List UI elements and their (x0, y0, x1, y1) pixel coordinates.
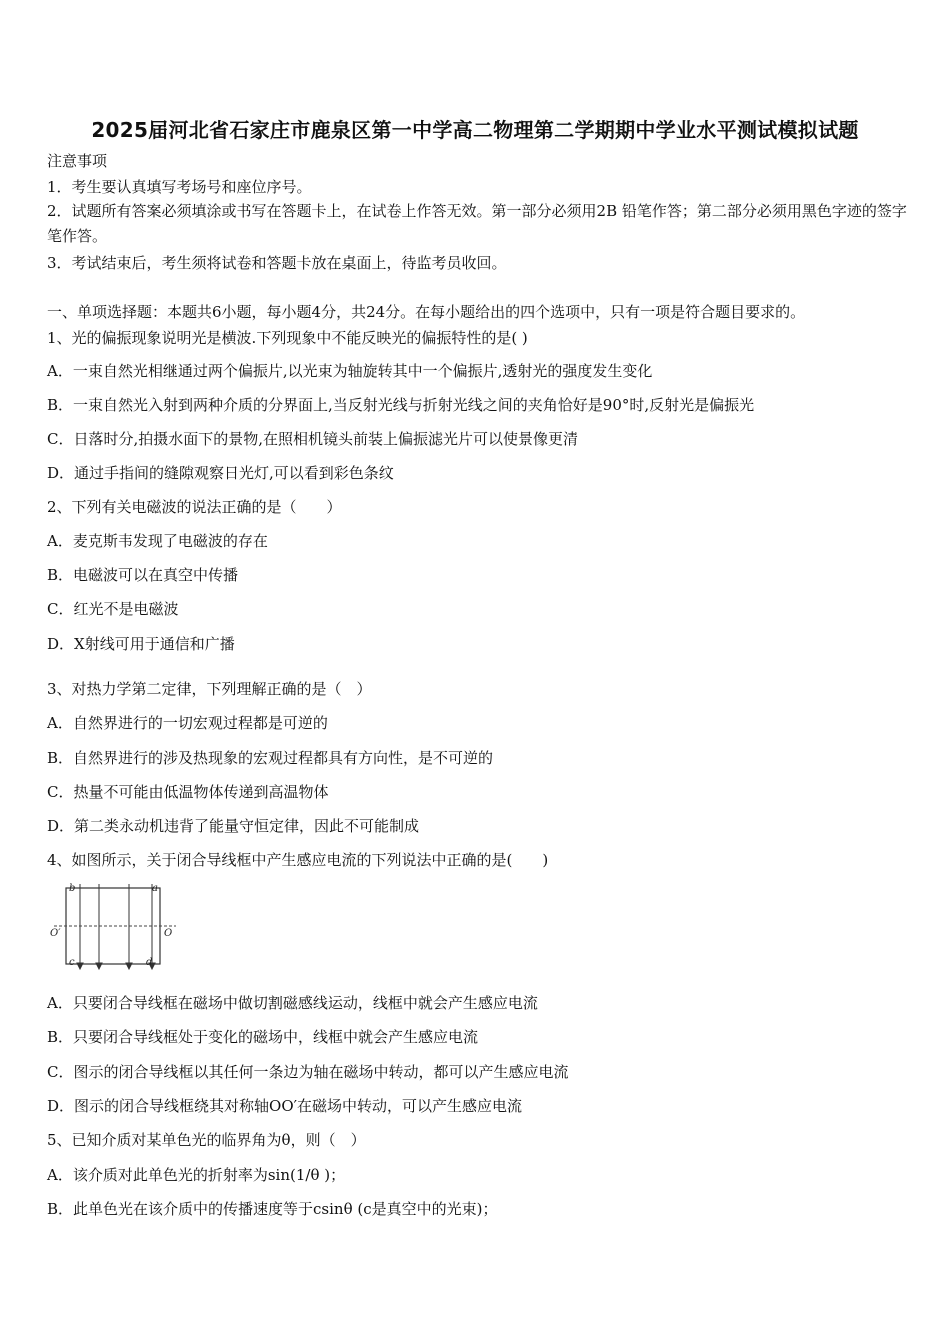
question-option: A．只要闭合导线框在磁场中做切割磁感线运动，线框中就会产生感应电流 (47, 994, 538, 1012)
label-d: d (146, 957, 153, 968)
question-option: B．一束自然光入射到两种介质的分界面上,当反射光线与折射光线之间的夹角恰好是90°时,反射光是偏振光 (47, 396, 755, 414)
question-stem: 2、下列有关电磁波的说法正确的是（ ） (47, 498, 342, 516)
question-stem: 4、如图所示，关于闭合导线框中产生感应电流的下列说法中正确的是( ) (47, 851, 549, 869)
question-option: A．自然界进行的一切宏观过程都是可逆的 (47, 714, 328, 732)
label-o-prime: O′ (50, 928, 61, 939)
question-option: A．麦克斯韦发现了电磁波的存在 (47, 532, 268, 550)
notice-heading: 注意事项 (47, 152, 108, 170)
field-arrow (126, 963, 132, 969)
question-stem: 3、对热力学第二定律，下列理解正确的是（ ） (47, 680, 372, 698)
label-o: O (164, 928, 173, 939)
notice-item: 1．考生要认真填写考场号和座位序号。 (47, 178, 312, 196)
question-option: A．一束自然光相继通过两个偏振片,以光束为轴旋转其中一个偏振片,透射光的强度发生变化 (47, 362, 653, 380)
question-stem: 5、已知介质对某单色光的临界角为θ，则（ ） (47, 1131, 366, 1149)
question-option: B．电磁波可以在真空中传播 (47, 566, 239, 584)
page-title: 2025届河北省石家庄市鹿泉区第一中学高二物理第二学期期中学业水平测试模拟试题 (91, 118, 859, 142)
question-stem: 1、光的偏振现象说明光是横波.下列现象中不能反映光的偏振特性的是( ) (47, 329, 528, 347)
question-option: C．红光不是电磁波 (47, 600, 179, 618)
label-c: c (69, 957, 75, 968)
question-option: C．图示的闭合导线框以其任何一条边为轴在磁场中转动，都可以产生感应电流 (47, 1063, 569, 1081)
notice-item: 3．考试结束后，考生须将试卷和答题卡放在桌面上，待监考员收回。 (47, 254, 507, 272)
question-option: D．第二类永动机违背了能量守恒定律，因此不可能制成 (47, 817, 420, 835)
question-option: B．此单色光在该介质中的传播速度等于csinθ (c是真空中的光束)； (47, 1200, 498, 1218)
question-option: D．图示的闭合导线框绕其对称轴OO′在磁场中转动，可以产生感应电流 (47, 1097, 523, 1115)
field-arrow (77, 963, 83, 969)
section-heading: 一、单项选择题：本题共6小题，每小题4分，共24分。在每小题给出的四个选项中，只有一项是符合题目要求的。 (47, 303, 806, 321)
label-a: a (152, 883, 158, 894)
wire-frame-figure (48, 881, 180, 971)
notice-item: 2．试题所有答案必须填涂或书写在答题卡上，在试卷上作答无效。第一部分必须用2B 铅笔作答；第二部分必须用黑色字迹的签字笔作答。 (47, 202, 907, 245)
question-option: B．只要闭合导线框处于变化的磁场中，线框中就会产生感应电流 (47, 1028, 479, 1046)
question-option: C．热量不可能由低温物体传递到高温物体 (47, 783, 329, 801)
question-option: B．自然界进行的涉及热现象的宏观过程都具有方向性，是不可逆的 (47, 749, 494, 767)
question-option: C．日落时分,拍摄水面下的景物,在照相机镜头前装上偏振滤光片可以使景像更清 (47, 430, 579, 448)
label-b: b (69, 883, 76, 894)
question-option: D．X射线可用于通信和广播 (47, 635, 235, 653)
question-option: D．通过手指间的缝隙观察日光灯,可以看到彩色条纹 (47, 464, 394, 482)
question-option: A．该介质对此单色光的折射率为sin(1/θ )； (47, 1166, 346, 1184)
field-arrow (96, 963, 102, 969)
